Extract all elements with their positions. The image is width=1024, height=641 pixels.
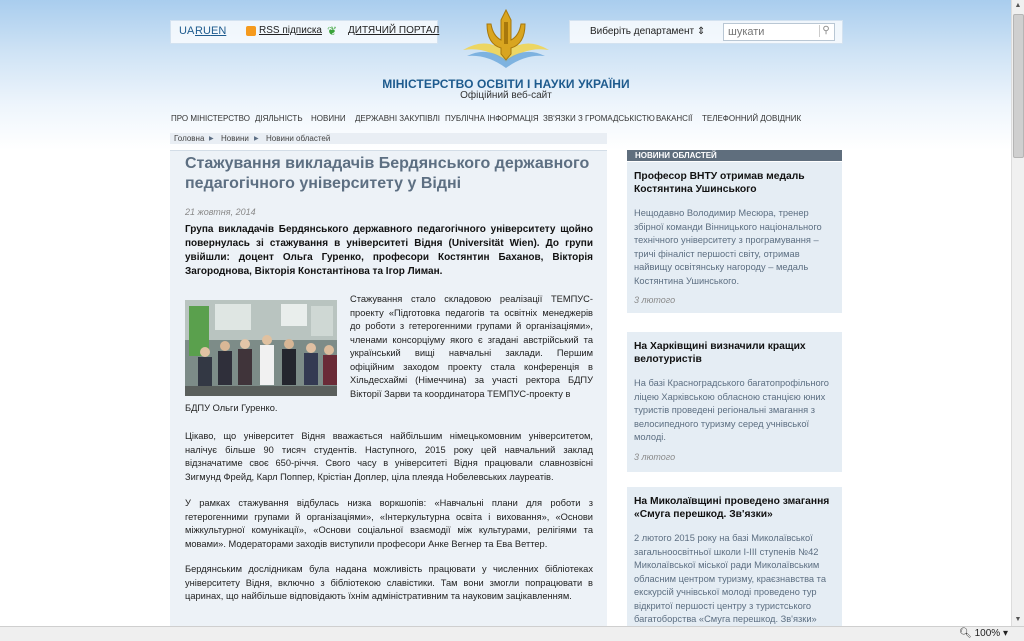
news-card-text: 2 лютого 2015 року на базі Миколаївської загальноосвітньої школи І-ІІІ ступенів №42 Миколаївської міської ради Миколаївським обласним центром туризму, краєзнавства та екскурсій учнівської молоді проведено тур відкритої першості центру з туристського багатоборства «Смуга перешкод. Зв'язки»	[634, 533, 827, 624]
news-card[interactable]	[627, 487, 842, 626]
main-navigation	[171, 114, 851, 126]
scroll-up-icon[interactable]: ▲	[1014, 2, 1022, 9]
top-links-bar	[170, 20, 438, 44]
news-card[interactable]	[627, 332, 842, 472]
sidebar-header	[627, 150, 842, 161]
breadcrumb-arrow-icon: ▶	[209, 136, 214, 142]
news-card-title[interactable]: На Миколаївщині проведено змагання «Смуга перешкод. Зв'язки»	[634, 496, 830, 520]
news-card-date: 3 лютого	[634, 295, 676, 305]
article-paragraph: Бердянським дослідникам була надана можливість працювати у численних бібліотеках університету Відня, включно з бібліотекою славістики. Там вони змогли попрацювати в царинах, що найбільше відповідають їхнім адміністративним та науковим зацікавленням.	[185, 564, 593, 601]
nav-item-vacancies[interactable]: ВАКАНСІЇ	[656, 114, 693, 123]
scroll-down-icon[interactable]: ▼	[1014, 616, 1022, 623]
nav-item-news[interactable]: НОВИНИ	[311, 114, 346, 123]
lang-en-link[interactable]: EN	[211, 25, 227, 37]
search-icon[interactable]: ⚲	[819, 25, 832, 37]
news-card-date: 3 лютого	[634, 452, 676, 462]
nav-item-public-info[interactable]: ПУБЛІЧНА ІНФОРМАЦІЯ	[445, 114, 539, 123]
scrollbar-thumb[interactable]	[1013, 14, 1024, 158]
department-search-bar	[569, 20, 843, 44]
article-date: 21 жовтня, 2014	[185, 207, 256, 217]
breadcrumb-home-link[interactable]: Головна	[174, 134, 205, 143]
lang-ru-link[interactable]: RU	[195, 25, 211, 37]
search-input[interactable]	[724, 24, 818, 40]
children-portal-link[interactable]: ДИТЯЧИЙ ПОРТАЛ	[348, 25, 440, 36]
news-card[interactable]	[627, 162, 842, 313]
status-bar	[0, 626, 1024, 641]
article-paragraph: У рамках стажування відбулась низка воркшопів: «Навчальні плани для роботи з гетерогенними групами й організаціями», «Інтеркультурна освіта і виховання», «Основи міжкультурної комунікації», «Основи соціальної взаємодії між культурами, релігіями та мовами». Модераторами заходів виступили професори Анке Вегнер та Ева Веттер.	[185, 498, 593, 549]
ministry-subtitle: Офіційний веб-сайт	[460, 90, 552, 101]
article-title: Стажування викладачів Бердянського державного педагогічного університету у Відні	[185, 155, 590, 192]
article-paragraph: Цікаво, що університет Відня вважається найбільшим німецькомовним університетом, налічує більше 90 тисяч студентів. Наступного, 2015 року цей навчальний заклад відзначатиме своє 650-річчя. Свого часу в університеті Відня працювали славнозвісні Зигмунд Фрейд, Карл Поппер, Крістіан Доплер, ціла плеяда Нобелевських лауреатів.	[185, 431, 593, 482]
article-paragraph-continuation: БДПУ Ольги Гуренко.	[185, 403, 278, 413]
breadcrumb-current: Новини областей	[266, 134, 331, 143]
article-lead: Група викладачів Бердянського державного педагогічного університету щойно повернулась зі стажування в університеті Відня (Universität Wien). До групи увійшли: доцент Ольга Гуренко, професори Костянтин Баханов, Вікторія Загороднова, Вікторія Константінова та Ігор Лиман.	[185, 224, 593, 277]
leaf-icon: ❦	[327, 24, 338, 38]
ukraine-emblem-logo[interactable]	[461, 6, 551, 76]
rss-icon	[246, 26, 256, 36]
rss-link[interactable]: RSS підписка	[259, 25, 322, 36]
department-select[interactable]: Виберіть департамент ⇕	[590, 26, 706, 37]
breadcrumb	[170, 133, 607, 144]
breadcrumb-arrow-icon: ▶	[254, 136, 259, 142]
nav-item-phonebook[interactable]: ТЕЛЕФОННИЙ ДОВІДНИК	[702, 114, 802, 123]
nav-item-about[interactable]: ПРО МІНІСТЕРСТВО	[171, 114, 250, 123]
breadcrumb-news-link[interactable]: Новини	[221, 134, 249, 143]
vertical-scrollbar[interactable]	[1011, 0, 1024, 626]
zoom-level[interactable]: 🔍︎ 100% ▾	[959, 628, 1008, 639]
zoom-value: 100%	[974, 628, 1001, 639]
news-card-title[interactable]: Професор ВНТУ отримав медаль Костянтина Ушинського	[634, 171, 805, 195]
news-card-title[interactable]: На Харківщині визначили кращих велотуристів	[634, 341, 806, 365]
lang-ua-link[interactable]: UA	[179, 25, 195, 37]
news-card-text: На базі Красноградського багатопрофільного ліцею Харківською обласною станцією юних туристів проведені регіональні змагання з велосипедного туризму серед учнівської молоді.	[634, 378, 829, 442]
news-card-text: Нещодавно Володимир Месюра, тренер збірної команди Вінницького національного технічного університету з програмування – тричі фіналіст першості світу, отримав найвищу освітянську нагороду – медаль Костянтина Ушинського.	[634, 208, 822, 286]
nav-item-procurement[interactable]: ДЕРЖАВНІ ЗАКУПІВЛІ	[355, 114, 440, 123]
ministry-title[interactable]: МІНІСТЕРСТВО ОСВІТИ І НАУКИ УКРАЇНИ	[382, 77, 630, 91]
zoom-icon: 🔍︎	[959, 628, 975, 639]
nav-item-activity[interactable]: ДІЯЛЬНІСТЬ	[255, 114, 303, 123]
sidebar-header-label: НОВИНИ ОБЛАСТЕЙ	[635, 151, 717, 160]
article-paragraph: Стажування стало складовою реалізації ТЕМПУС-проекту «Підготовка педагогів та освітніх менеджерів до роботи з гетерогенними групами й організаціями», членами консорціуму якого є згадані австрійський та український вищі навчальні заклади. Першим офіційним заходом проекту стала конференція в Хільдесхаймі (Німеччина) за участі ректора БДПУ Вікторії Зарви та координатора ТЕМПУС-проекту в	[350, 294, 593, 399]
article-photo	[185, 300, 337, 396]
nav-item-public-relations[interactable]: ЗВ'ЯЗКИ З ГРОМАДСЬКІСТЮ	[543, 114, 655, 123]
search-box	[723, 23, 835, 41]
